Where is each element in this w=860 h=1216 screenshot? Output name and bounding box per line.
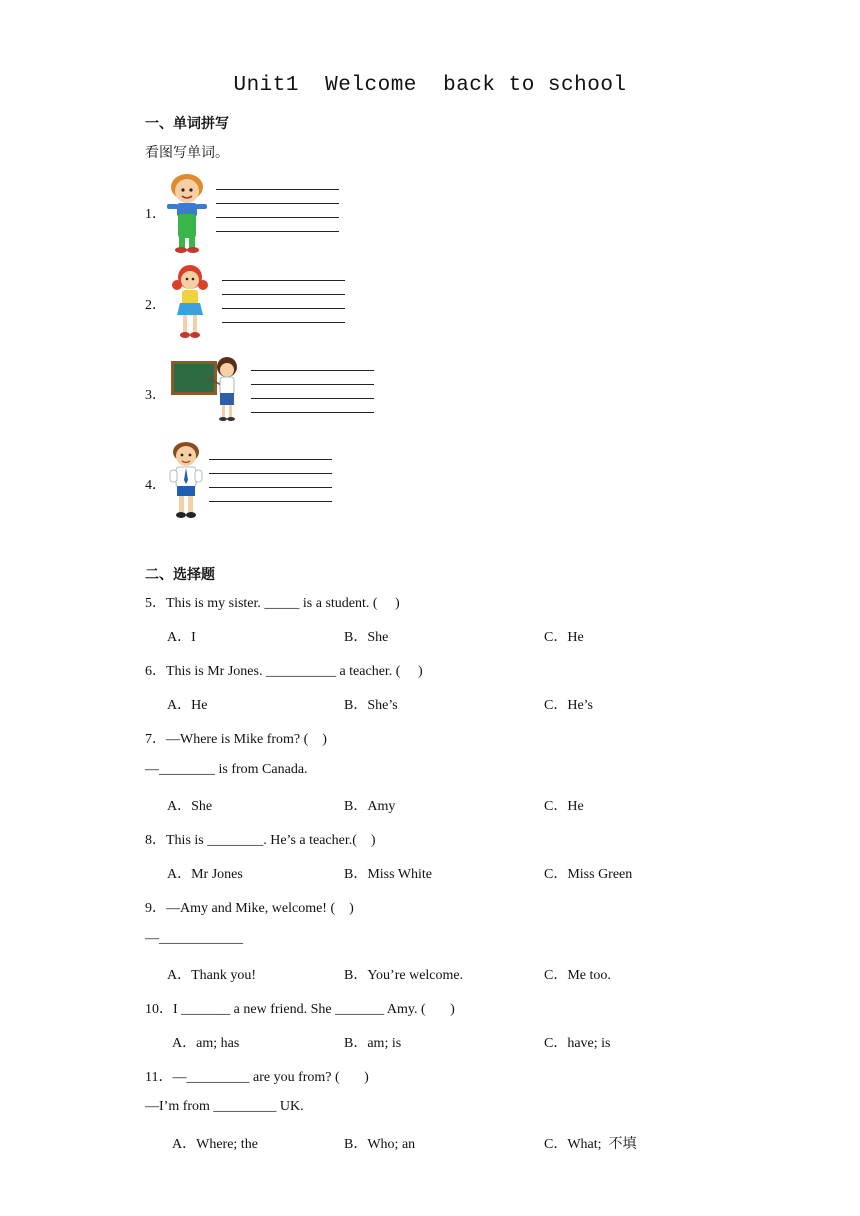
option-a[interactable]: A．She	[167, 799, 213, 814]
option-b[interactable]: B．She’s	[344, 698, 398, 713]
option-b[interactable]: B．She	[344, 630, 389, 645]
question-stem: 9．—Amy and Mike, welcome! ( )	[145, 901, 354, 916]
question-stem: 10．I _______ a new friend. She _______ Amy. ( )	[145, 1002, 455, 1017]
option-a[interactable]: A．Thank you!	[167, 968, 257, 983]
option-c[interactable]: C．He	[544, 630, 584, 645]
answer-lines[interactable]	[209, 459, 332, 515]
section-heading-spelling: 一、单词拼写	[145, 116, 229, 132]
option-a[interactable]: A．Where; the	[172, 1137, 258, 1152]
item-number: 4．	[145, 478, 166, 493]
question-response: —________ is from Canada.	[145, 762, 308, 777]
question-response: —____________	[145, 931, 243, 946]
item-number: 3．	[145, 388, 166, 403]
student-boy-picture	[167, 440, 207, 520]
answer-lines[interactable]	[222, 280, 345, 336]
option-b[interactable]: B．Amy	[344, 799, 396, 814]
option-b[interactable]: B．Miss White	[344, 867, 433, 882]
item-number: 1．	[145, 207, 166, 222]
option-c[interactable]: C．What; 不填	[544, 1137, 637, 1152]
option-b[interactable]: B．am; is	[344, 1036, 402, 1051]
answer-lines[interactable]	[216, 189, 339, 245]
option-c[interactable]: C．Miss Green	[544, 867, 633, 882]
page-title: Unit1 Welcome back to school	[233, 74, 627, 97]
girl-picture	[170, 263, 210, 341]
question-response: —I’m from _________ UK.	[145, 1099, 304, 1114]
option-b[interactable]: B．Who; an	[344, 1137, 416, 1152]
question-stem: 11．—_________ are you from? ( )	[145, 1070, 369, 1085]
option-c[interactable]: C．Me too.	[544, 968, 611, 983]
option-a[interactable]: A．He	[167, 698, 208, 713]
section-heading-choice: 二、选择题	[145, 567, 215, 583]
option-a[interactable]: A．am; has	[172, 1036, 240, 1051]
option-a[interactable]: A．I	[167, 630, 196, 645]
teacher-picture	[171, 355, 243, 423]
boy-picture	[163, 170, 213, 254]
question-stem: 5．This is my sister. _____ is a student. ( )	[145, 596, 400, 611]
option-b[interactable]: B．You’re welcome.	[344, 968, 464, 983]
instruction: 看图写单词。	[145, 145, 229, 161]
question-stem: 6．This is Mr Jones. __________ a teacher. ( )	[145, 664, 423, 679]
option-c[interactable]: C．He’s	[544, 698, 593, 713]
question-stem: 7．—Where is Mike from? ( )	[145, 732, 327, 747]
option-c[interactable]: C．He	[544, 799, 584, 814]
option-c[interactable]: C．have; is	[544, 1036, 611, 1051]
option-a[interactable]: A．Mr Jones	[167, 867, 243, 882]
question-stem: 8．This is ________. He’s a teacher.( )	[145, 833, 376, 848]
item-number: 2．	[145, 298, 166, 313]
answer-lines[interactable]	[251, 370, 374, 426]
